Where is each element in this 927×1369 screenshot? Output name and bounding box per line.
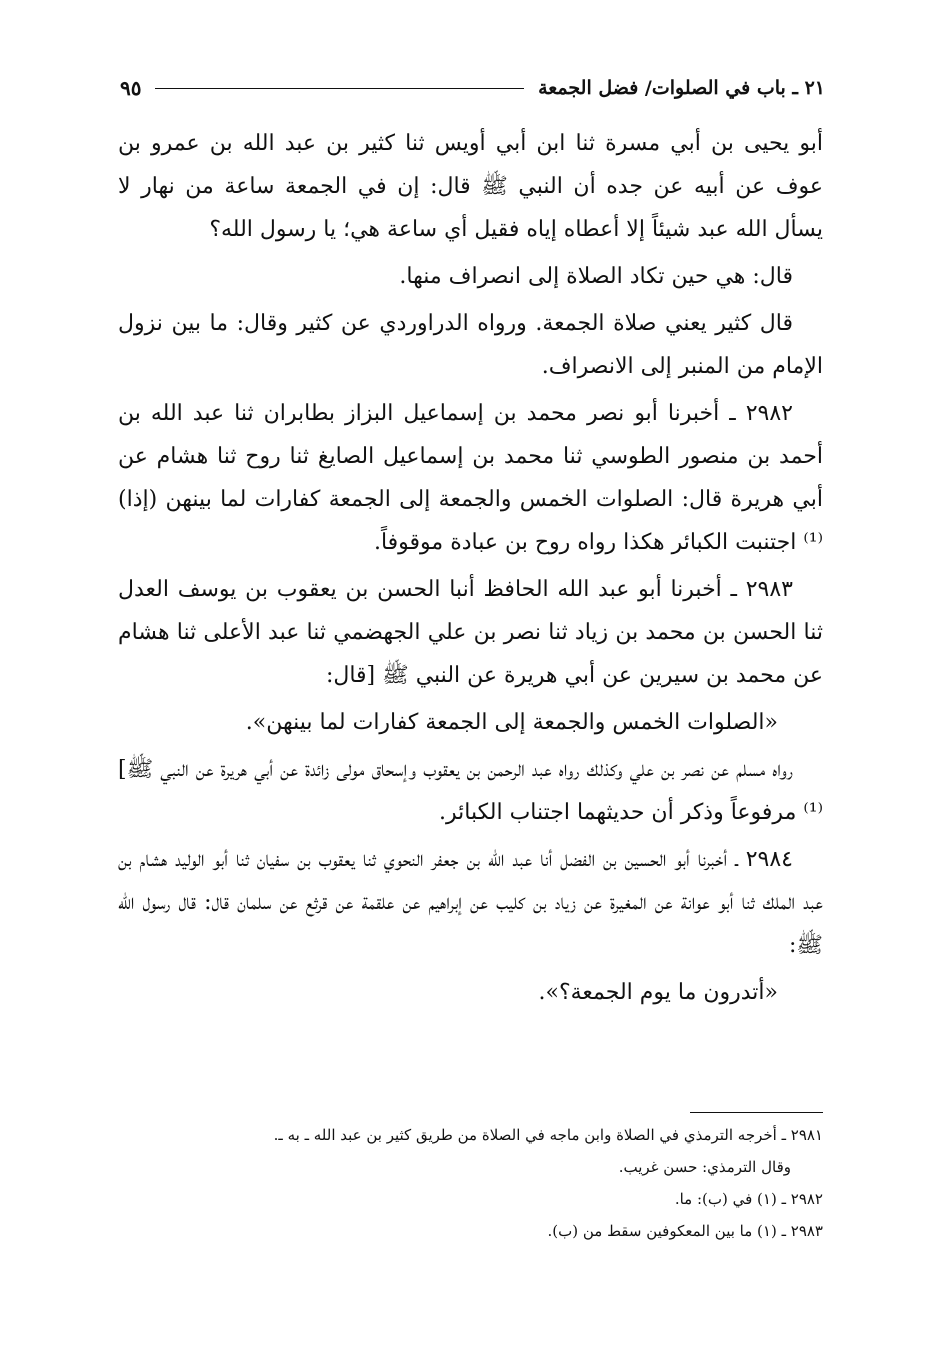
quoted-hadith: «الصلوات الخمس والجمعة إلى الجمعة كفارات لما بينهن».	[245, 710, 778, 735]
paragraph: رواه مسلم عن نصر بن علي وكذلك رواه عبد الرحمن بن يعقوب وإسحاق مولى زائدة عن أبي هريرة عن النبي ﷺ]⁽¹⁾ مرفوعاً وذكر أن حديثهما اجتناب الكبائر.	[118, 757, 823, 825]
footnote: ٢٩٨٢ ـ (١) في (ب): ما.	[674, 1190, 823, 1208]
footnote: ٢٩٨٣ ـ (١) ما بين المعكوفين سقط من (ب).	[547, 1222, 823, 1240]
footnotes	[150, 1120, 823, 1248]
page-number: ٩٥	[120, 76, 142, 100]
footnote-separator	[690, 1112, 823, 1113]
main-text	[118, 122, 823, 1018]
paragraph: أبو يحيى بن أبي مسرة ثنا ابن أبي أويس ثنا كثير بن عبد الله بن عمرو بن عوف عن أبيه عن جده أن النبي ﷺ قال: إن في الجمعة ساعة من نهار لا يسأل الله عبد شيئاً إلا أعطاه إياه فقيل أي ساعة هي؛ يا رسول الله؟	[118, 131, 823, 242]
hadith-2984: ٢٩٨٤ ـ أخبرنا أبو الحسين بن الفضل أنا عبد الله بن جعفر النحوي ثنا يعقوب بن سفيان ثنا أبو الوليد هشام بن عبد الملك ثنا أبو عوانة عن المغيرة عن زياد بن كليب عن إبراهيم عن علقمة عن قرثع عن سلمان قال: قال رسول الله ﷺ:	[118, 847, 823, 958]
page-header	[120, 68, 825, 108]
paragraph: قال كثير يعني صلاة الجمعة. ورواه الدراوردي عن كثير وقال: ما بين نزول الإمام من المنبر إلى الانصراف.	[118, 311, 823, 379]
paragraph: قال: هي حين تكاد الصلاة إلى انصراف منها.	[399, 264, 793, 289]
hadith-2982: ٢٩٨٢ ـ أخبرنا أبو نصر محمد بن إسماعيل البزاز بطابران ثنا عبد الله بن أحمد بن منصور الطوسي ثنا محمد بن إسماعيل الصايغ ثنا روح ثنا هشام عن أبي هريرة قال: الصلوات الخمس والجمعة إلى الجمعة كفارات لما بينهن (إذا)⁽¹⁾ اجتنبت الكبائر هكذا رواه روح بن عبادة موقوفاً.	[118, 401, 823, 555]
quoted-hadith: «أتدرون ما يوم الجمعة؟».	[538, 980, 778, 1005]
footnote: ٢٩٨١ ـ أخرجه الترمذي في الصلاة وابن ماجه في الصلاة من طريق كثير بن عبد الله ـ به ـ.	[273, 1126, 823, 1144]
chapter-title: ٢١ ـ باب في الصلوات/ فضل الجمعة	[538, 77, 825, 99]
footnote: وقال الترمذي: حسن غريب.	[618, 1158, 791, 1176]
hadith-2983: ٢٩٨٣ ـ أخبرنا أبو عبد الله الحافظ أنبا الحسن بن يعقوب بن يوسف العدل ثنا الحسن بن محمد بن زياد ثنا نصر بن علي الجهضمي ثنا عبد الأعلى ثنا هشام عن محمد بن سيرين عن أبي هريرة عن النبي ﷺ [قال:	[118, 577, 823, 688]
header-rule	[155, 88, 524, 89]
